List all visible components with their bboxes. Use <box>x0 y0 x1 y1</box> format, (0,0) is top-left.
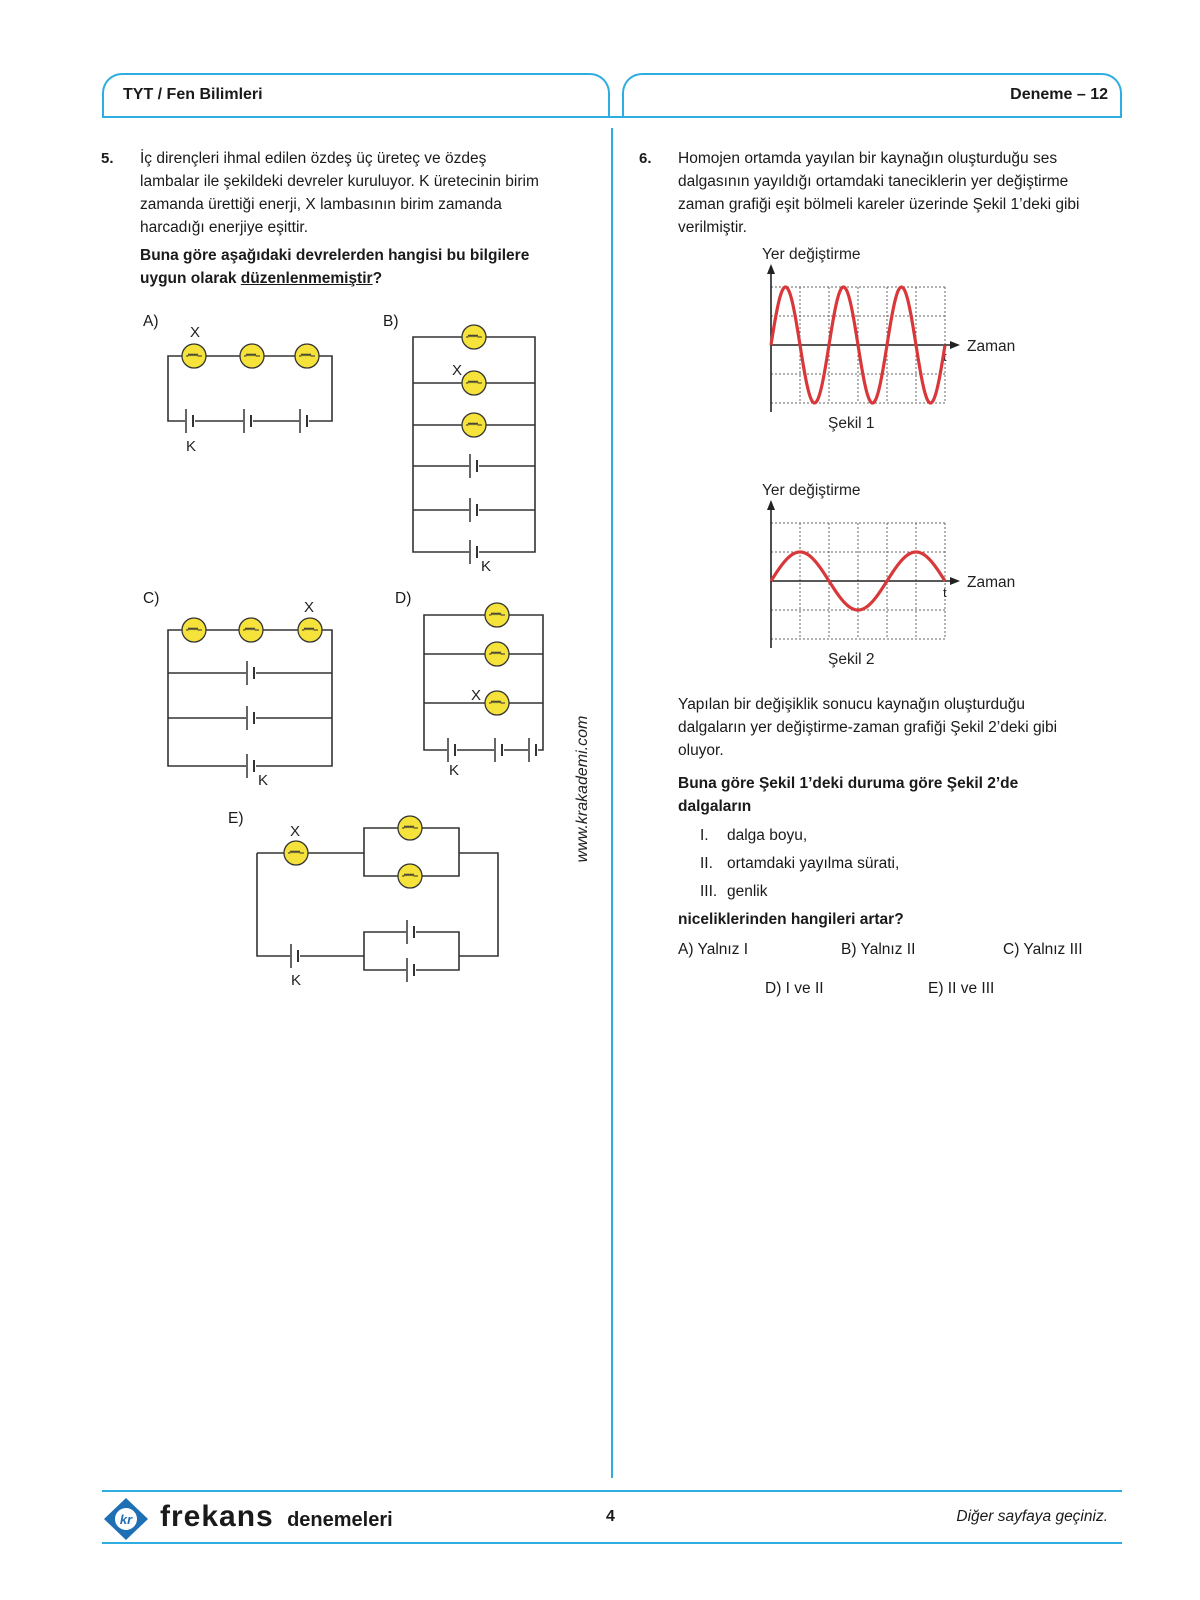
q6-item-num: II. <box>700 855 713 872</box>
lamp-icon <box>485 642 509 666</box>
lamp-icon <box>240 344 264 368</box>
q6-answer-a[interactable]: A) Yalnız I <box>678 941 749 958</box>
circuit-b[interactable] <box>413 337 535 552</box>
battery-k-label: K <box>449 762 460 779</box>
q5-option-e-label[interactable]: E) <box>228 810 244 827</box>
q6-number: 6. <box>639 150 652 167</box>
lamp-x-label: X <box>471 687 482 704</box>
next-page-note: Diğer sayfaya geçiniz. <box>956 1508 1108 1525</box>
lamp-icon <box>295 344 319 368</box>
q5-question-underlined: düzenlenmemiştir <box>240 270 373 287</box>
watermark: www.krakademi.com <box>574 715 591 863</box>
q6-text-line: dalgasının yayıldığı ortamdaki taneciklerin yer değiştirme <box>678 173 1069 190</box>
lamp-icon <box>239 618 263 642</box>
q6-answer-e[interactable]: E) II ve III <box>928 980 995 997</box>
lamp-icon <box>462 413 486 437</box>
footer-line-bottom <box>102 1542 1122 1544</box>
graph-sekil-2 <box>740 478 1060 678</box>
circuit-c[interactable] <box>168 630 332 766</box>
lamp-icon <box>462 325 486 349</box>
graph1-xlabel: Zaman <box>967 338 1016 355</box>
battery-k-label: K <box>291 972 302 989</box>
q6-after-line: dalgaların yer değiştirme-zaman grafiği Şekil 2’deki gibi <box>678 719 1058 736</box>
q5-text-line: lambalar ile şekildeki devreler kuruluyor. K üretecinin birim <box>140 173 539 190</box>
graph2-caption: Şekil 2 <box>828 651 875 668</box>
q6-question <box>678 772 1148 818</box>
q6-ask-end: niceliklerinden hangileri artar? <box>678 911 904 928</box>
q5-text-line: harcadığı enerjiye eşittir. <box>140 219 309 236</box>
q5-question-post: ? <box>372 270 383 287</box>
q5-text-line: İç dirençleri ihmal edilen özdeş üç üreteç ve özdeş <box>140 150 487 167</box>
q6-text <box>678 147 1148 239</box>
q5-option-c-label[interactable]: C) <box>143 590 160 607</box>
battery-k-label: K <box>258 772 269 789</box>
logo-badge <box>102 1496 152 1542</box>
battery-k-label: K <box>481 558 492 575</box>
graph2-t-label: t <box>943 585 947 600</box>
q6-after-line: Yapılan bir değişiklik sonucu kaynağın oluşturduğu <box>678 696 1025 713</box>
lamp-icon <box>298 618 322 642</box>
q6-text-line: zaman grafiği eşit bölmeli kareler üzerinde Şekil 1’deki gibi <box>678 196 1080 213</box>
q6-item-num: I. <box>700 827 709 844</box>
q6-question-line: Buna göre Şekil 1’deki duruma göre Şekil 2’de <box>678 775 1019 792</box>
lamp-icon <box>485 691 509 715</box>
q6-item-num: III. <box>700 883 718 900</box>
q6-after-line: oluyor. <box>678 742 724 759</box>
footer-line-top <box>102 1490 1122 1492</box>
q6-item <box>700 850 1100 878</box>
lamp-icon <box>182 344 206 368</box>
lamp-icon <box>398 864 422 888</box>
graph2-xlabel: Zaman <box>967 574 1016 591</box>
graph2-ylabel: Yer değiştirme <box>762 482 861 499</box>
q6-items <box>700 822 1100 906</box>
lamp-x-label: X <box>452 362 463 379</box>
circuit-d[interactable] <box>424 615 543 750</box>
graph1-t-label: t <box>943 349 947 364</box>
page-number: 4 <box>606 1508 615 1525</box>
logo-sub: denemeleri <box>287 1509 393 1531</box>
q6-after-text <box>678 693 1148 762</box>
graph-sekil-1 <box>740 242 1060 442</box>
q5-question-line: Buna göre aşağıdaki devrelerden hangisi bu bilgilere <box>140 247 530 264</box>
logo-main: frekans <box>160 1500 274 1533</box>
q6-item-text: ortamdaki yayılma sürati, <box>727 855 900 872</box>
logo-wordmark <box>160 1500 393 1534</box>
header-right-title: Deneme – 12 <box>1010 86 1108 103</box>
q6-answer-c[interactable]: C) Yalnız III <box>1003 941 1083 958</box>
logo-badge-text: kr <box>119 1512 133 1527</box>
lamp-icon <box>398 816 422 840</box>
lamp-x-label: X <box>190 324 201 341</box>
q6-question-line: dalgaların <box>678 798 752 815</box>
q6-answer-d[interactable]: D) I ve II <box>765 980 824 997</box>
q6-item <box>700 822 1100 850</box>
q5-circuits <box>0 0 612 1000</box>
lamp-x-label: X <box>290 823 301 840</box>
lamp-icon <box>462 371 486 395</box>
graph1-caption: Şekil 1 <box>828 415 875 432</box>
q6-item-text: genlik <box>727 883 768 900</box>
lamp-icon <box>284 841 308 865</box>
q5-text-line: zamanda ürettiği enerji, X lambasının birim zamanda <box>140 196 502 213</box>
q6-item-text: dalga boyu, <box>727 827 808 844</box>
q6-answer-b[interactable]: B) Yalnız II <box>841 941 916 958</box>
lamp-icon <box>182 618 206 642</box>
q5-option-b-label[interactable]: B) <box>383 313 399 330</box>
q5-option-d-label[interactable]: D) <box>395 590 412 607</box>
lamp-x-label: X <box>304 599 315 616</box>
q5-option-a-label[interactable]: A) <box>143 313 159 330</box>
q5-number: 5. <box>101 150 114 167</box>
battery-k-label: K <box>186 438 197 455</box>
graph1-ylabel: Yer değiştirme <box>762 246 861 263</box>
lamp-icon <box>485 603 509 627</box>
q6-text-line: Homojen ortamda yayılan bir kaynağın oluşturduğu ses <box>678 150 1058 167</box>
q6-text-line: verilmiştir. <box>678 219 747 236</box>
q6-item <box>700 878 1100 906</box>
q5-question-pre: uygun olarak <box>140 270 241 287</box>
header-left-title: TYT / Fen Bilimleri <box>123 86 263 103</box>
